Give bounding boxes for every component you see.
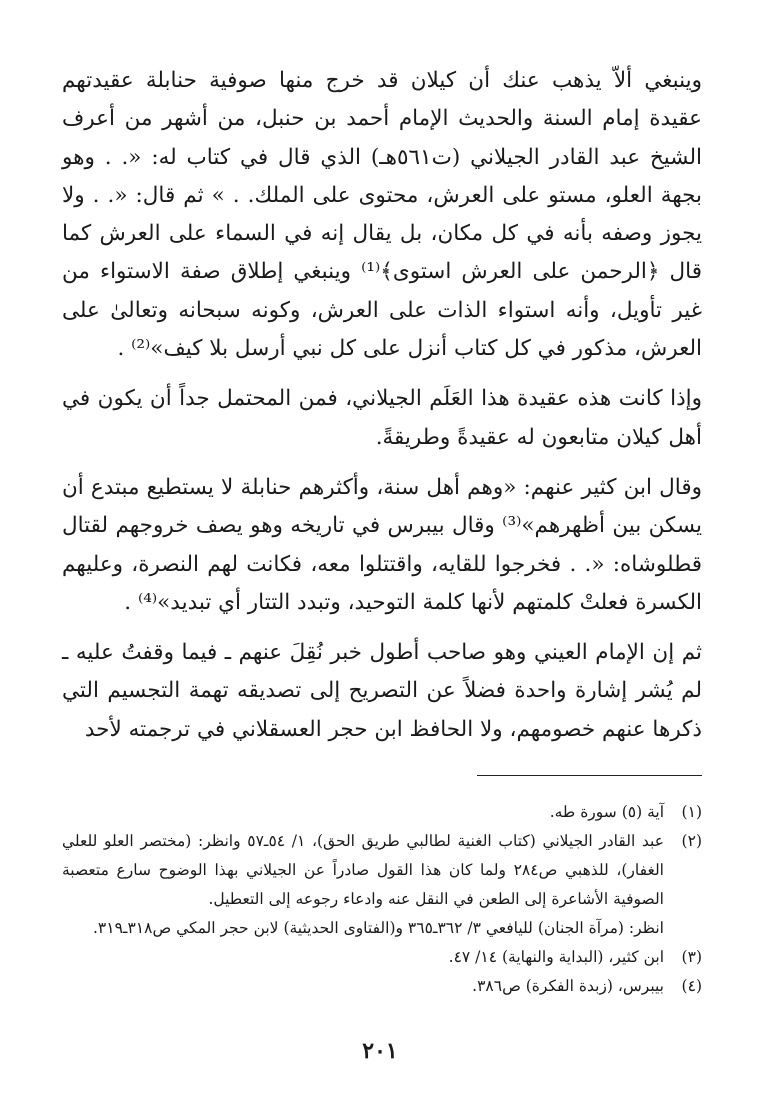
footnote-separator: [477, 775, 702, 776]
footnote-text: آية (٥) سورة طه.: [549, 803, 664, 822]
footnote-number: (٣): [681, 948, 702, 967]
footnotes: [62, 798, 702, 1001]
footnote-text: عبد القادر الجيلاني (كتاب الغنية لطالبي طريق الحق)، ١/ ٥٤ـ٥٧ وانظر: (مختصر العلو للعلي الغفار)، للذهبي ص٢٨٤ ولما كان هذا القول صادراً عن الجيلاني بهذا الوضوح سارع متعصبة الصوفية الأشاعرة إلى الطعن في النقل عنه وادعاء رجوعه إلى التعطيل.: [62, 832, 664, 909]
paragraph: وقال ابن كثير عنهم: «وهم أهل سنة، وأكثرهم حنابلة لا يستطيع مبتدع أن يسكن بين أظهرهم»⁽³⁾ وقال بيبرس في تاريخه وهو يصف خروجهم لقتال قطلوشاه: «. . فخرجوا للقايه، واقتتلوا معه، فكانت لهم النصرة، وعليهم الكسرة فعلتْ كلمتهم لأنها كلمة التوحيد، وتبدد التتار أي تبديد»⁽⁴⁾ .: [62, 474, 702, 615]
page-number: ٢٠١: [362, 1038, 398, 1064]
footnote-number: (٤): [681, 977, 702, 996]
footnote-number: (١): [681, 803, 702, 822]
footnote: [62, 943, 702, 972]
footnote-text: بيبرس، (زبدة الفكرة) ص٣٨٦.: [472, 977, 664, 996]
footnote-text: ابن كثير، (البداية والنهاية) ١٤/ ٤٧.: [448, 948, 664, 967]
footnote-number: (٢): [681, 832, 702, 851]
main-text: [62, 62, 702, 749]
footnote: [62, 972, 702, 1001]
paragraph: وينبغي ألاّ يذهب عنك أن كيلان قد خرج منها صوفية حنابلة عقيدتهم عقيدة إمام السنة والحديث الإمام أحمد بن حنبل، من أشهر من أعرف الشيخ عبد القادر الجيلاني (ت٥٦١هـ) الذي قال في كتاب له: «. . وهو بجهة العلو، مستو على العرش، محتوى على الملك. . » ثم قال: «. . ولا يجوز وصفه بأنه في كل مكان، بل يقال إنه في السماء على العرش كما قال ﴿الرحمن على العرش استوى﴾⁽¹⁾ وينبغي إطلاق صفة الاستواء من غير تأويل، وأنه استواء الذات على العرش، وكونه سبحانه وتعالىٰ على العرش، مذكور في كل كتاب أنزل على كل نبي أرسل بلا كيف»⁽²⁾ .: [62, 68, 702, 362]
page-body: [62, 62, 702, 1001]
paragraph: وإذا كانت هذه عقيدة هذا العَلَم الجيلاني، فمن المحتمل جداً أن يكون في أهل كيلان متابعون له عقيدةً وطريقةً.: [62, 386, 702, 450]
footnote: [62, 798, 702, 827]
footnote-continuation: انظر: (مرآة الجنان) لليافعي ٣/ ٣٦٢ـ٣٦٥ و(الفتاوى الحديثية) لابن حجر المكي ص٣١٨ـ٣١٩.: [92, 919, 664, 938]
footnote: [62, 827, 702, 914]
paragraph: ثم إن الإمام العيني وهو صاحب أطول خبر نُقِلَ عنهم ـ فيما وقفتُ عليه ـ لم يُشر إشارة واحدة فضلاً عن التصريح إلى تصديقه تهمة التجسيم التي ذكرها عنهم خصومهم، ولا الحافظ ابن حجر العسقلاني في ترجمته لأحد: [62, 640, 702, 742]
